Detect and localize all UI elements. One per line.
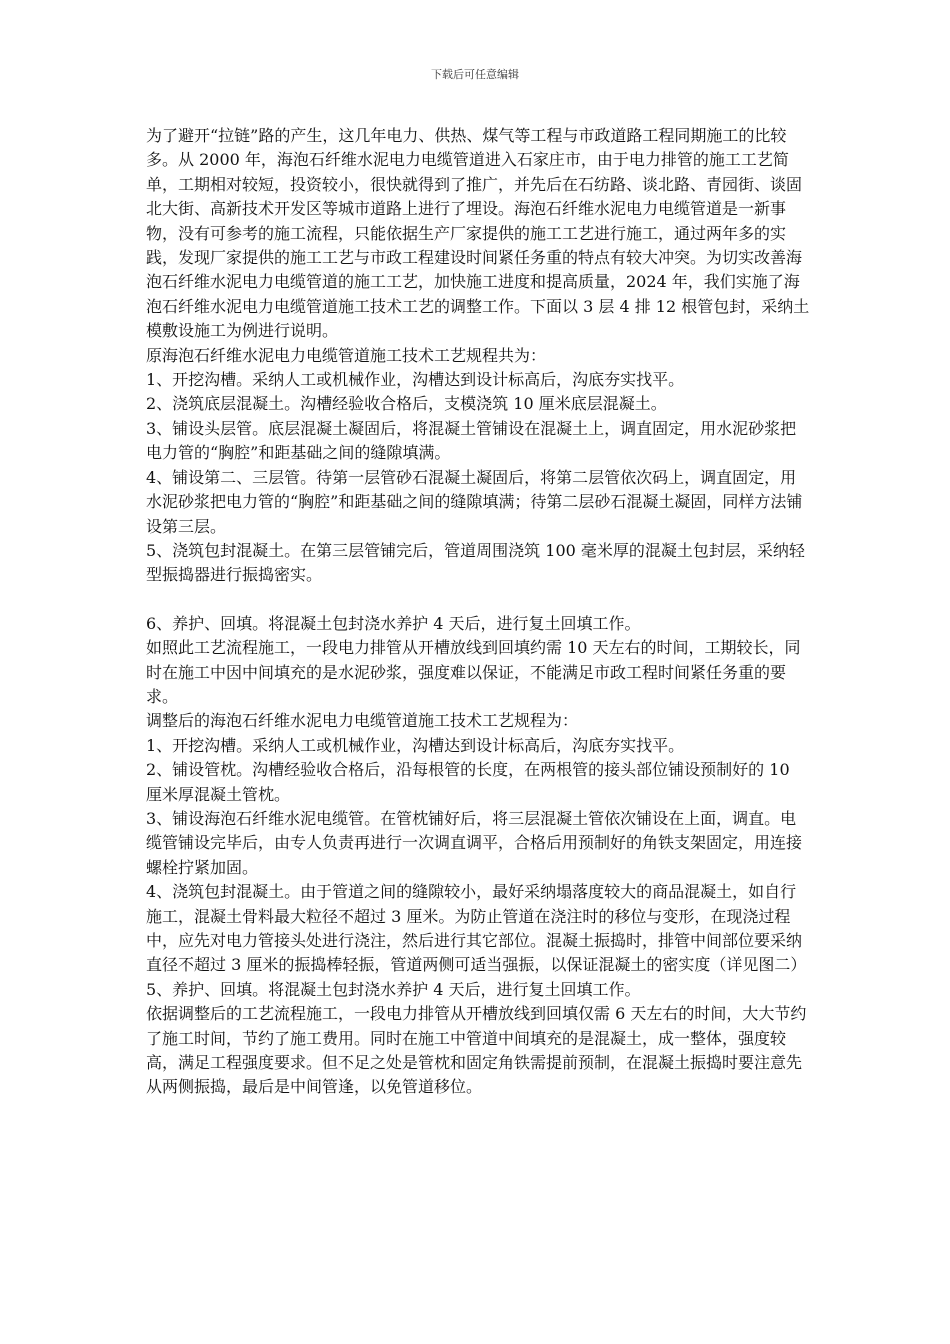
original-step-4: 4、铺设第二、三层管。待第一层管砂石混凝土凝固后，将第二层管依次码上，调直固定，用水泥砂浆把电力管的“胸腔”和距基础之间的缝隙填满；待第二层砂石混凝土凝固，同样方法铺设第三层。 bbox=[146, 467, 803, 536]
adjusted-step-4: 4、浇筑包封混凝土。由于管道之间的缝隙较小，最好采纳塌落度较大的商品混凝土，如自行施工，混凝土骨料最大粒径不超过 3 厘米。为防止管道在浇注时的移位与变形，在现浇过程中，应先对电力管接头处进行浇注，然后进行其它部位。混凝土振捣时，排管中间部位要采纳直径不超过 3 厘米的振捣棒轻振，管道两侧可适当强振，以保证混凝土的密实度（详见图二） bbox=[146, 882, 807, 975]
original-step-3: 3、铺设头层管。底层混凝土凝固后，将混凝土管铺设在混凝土上，调直固定，用水泥砂浆把电力管的“胸腔”和距基础之间的缝隙填满。 bbox=[146, 418, 797, 463]
adjusted-step-5: 5、养护、回填。将混凝土包封浇水养护 4 天后，进行复土回填工作。 bbox=[146, 979, 641, 999]
original-process-evaluation: 如照此工艺流程施工，一段电力排管从开槽放线到回填约需 10 天左右的时间，工期较长，同时在施工中因中间填充的是水泥砂浆，强度难以保证，不能满足市政工程时间紧任务重的要求。 bbox=[146, 638, 801, 706]
adjusted-step-1: 1、开挖沟槽。采纳人工或机械作业，沟槽达到设计标高后，沟底夯实找平。 bbox=[146, 735, 685, 755]
adjusted-process-evaluation: 依据调整后的工艺流程施工，一段电力排管从开槽放线到回填仅需 6 天左右的时间，大大节约了施工时间，节约了施工费用。同时在施工中管道中间填充的是混凝土，成一整体，强度较高，满足工程强度要求。但不足之处是管枕和固定角铁需提前预制，在混凝土振捣时要注意先从两侧振捣，最后是中间管逢，以免管道移位。 bbox=[146, 1004, 807, 1097]
adjusted-step-3: 3、铺设海泡石纤维水泥电缆管。在管枕铺好后，将三层混凝土管依次铺设在上面，调直。电缆管铺设完毕后，由专人负责再进行一次调直调平，合格后用预制好的角铁支架固定，用连接螺栓拧紧加固。 bbox=[146, 808, 803, 877]
adjusted-process-heading: 调整后的海泡石纤维水泥电力电缆管道施工技术工艺规程为： bbox=[146, 711, 579, 731]
original-process-heading: 原海泡石纤维水泥电力电缆管道施工技术工艺规程共为： bbox=[146, 345, 547, 365]
paragraph-gap bbox=[146, 588, 810, 612]
original-step-2: 2、浇筑底层混凝土。沟槽经验收合格后，支模浇筑 10 厘米底层混凝土。 bbox=[146, 394, 667, 414]
intro-paragraph: 为了避开“拉链”路的产生，这几年电力、供热、煤气等工程与市政道路工程同期施工的比较多。从 2000 年，海泡石纤维水泥电力电缆管道进入石家庄市，由于电力排管的施工工艺简单，工期相对较短，投资较小，很快就得到了推广，并先后在石纺路、谈北路、青园街、谈固北大街、高新技术开发区等城市道路上进行了埋设。海泡石纤维水泥电力电缆管道是一新事物，没有可参考的施工流程，只能依据生产厂家提供的施工工艺进行施工，通过两年多的实践，发现厂家提供的施工工艺与市政工程建设时间紧任务重的特点有较大冲突。为切实改善海泡石纤维水泥电力电缆管道的施工工艺，加快施工进度和提高质量，2024 年，我们实施了海泡石纤维水泥电力电缆管道施工技术工艺的调整工作。下面以 3 层 4 排 12 根管包封，采纳土模敷设施工为例进行说明。 bbox=[146, 126, 810, 341]
document-body bbox=[146, 124, 810, 1100]
original-step-1: 1、开挖沟槽。采纳人工或机械作业，沟槽达到设计标高后，沟底夯实找平。 bbox=[146, 370, 685, 390]
adjusted-step-2: 2、铺设管枕。沟槽经验收合格后，沿每根管的长度，在两根管的接头部位铺设预制好的 10 厘米厚混凝土管枕。 bbox=[146, 760, 790, 804]
original-step-6: 6、养护、回填。将混凝土包封浇水养护 4 天后，进行复土回填工作。 bbox=[146, 613, 641, 633]
page-header-note: 下载后可任意编辑 bbox=[431, 68, 519, 81]
original-step-5: 5、浇筑包封混凝土。在第三层管铺完后，管道周围浇筑 100 毫米厚的混凝土包封层，采纳轻型振捣器进行振捣密实。 bbox=[146, 540, 805, 585]
